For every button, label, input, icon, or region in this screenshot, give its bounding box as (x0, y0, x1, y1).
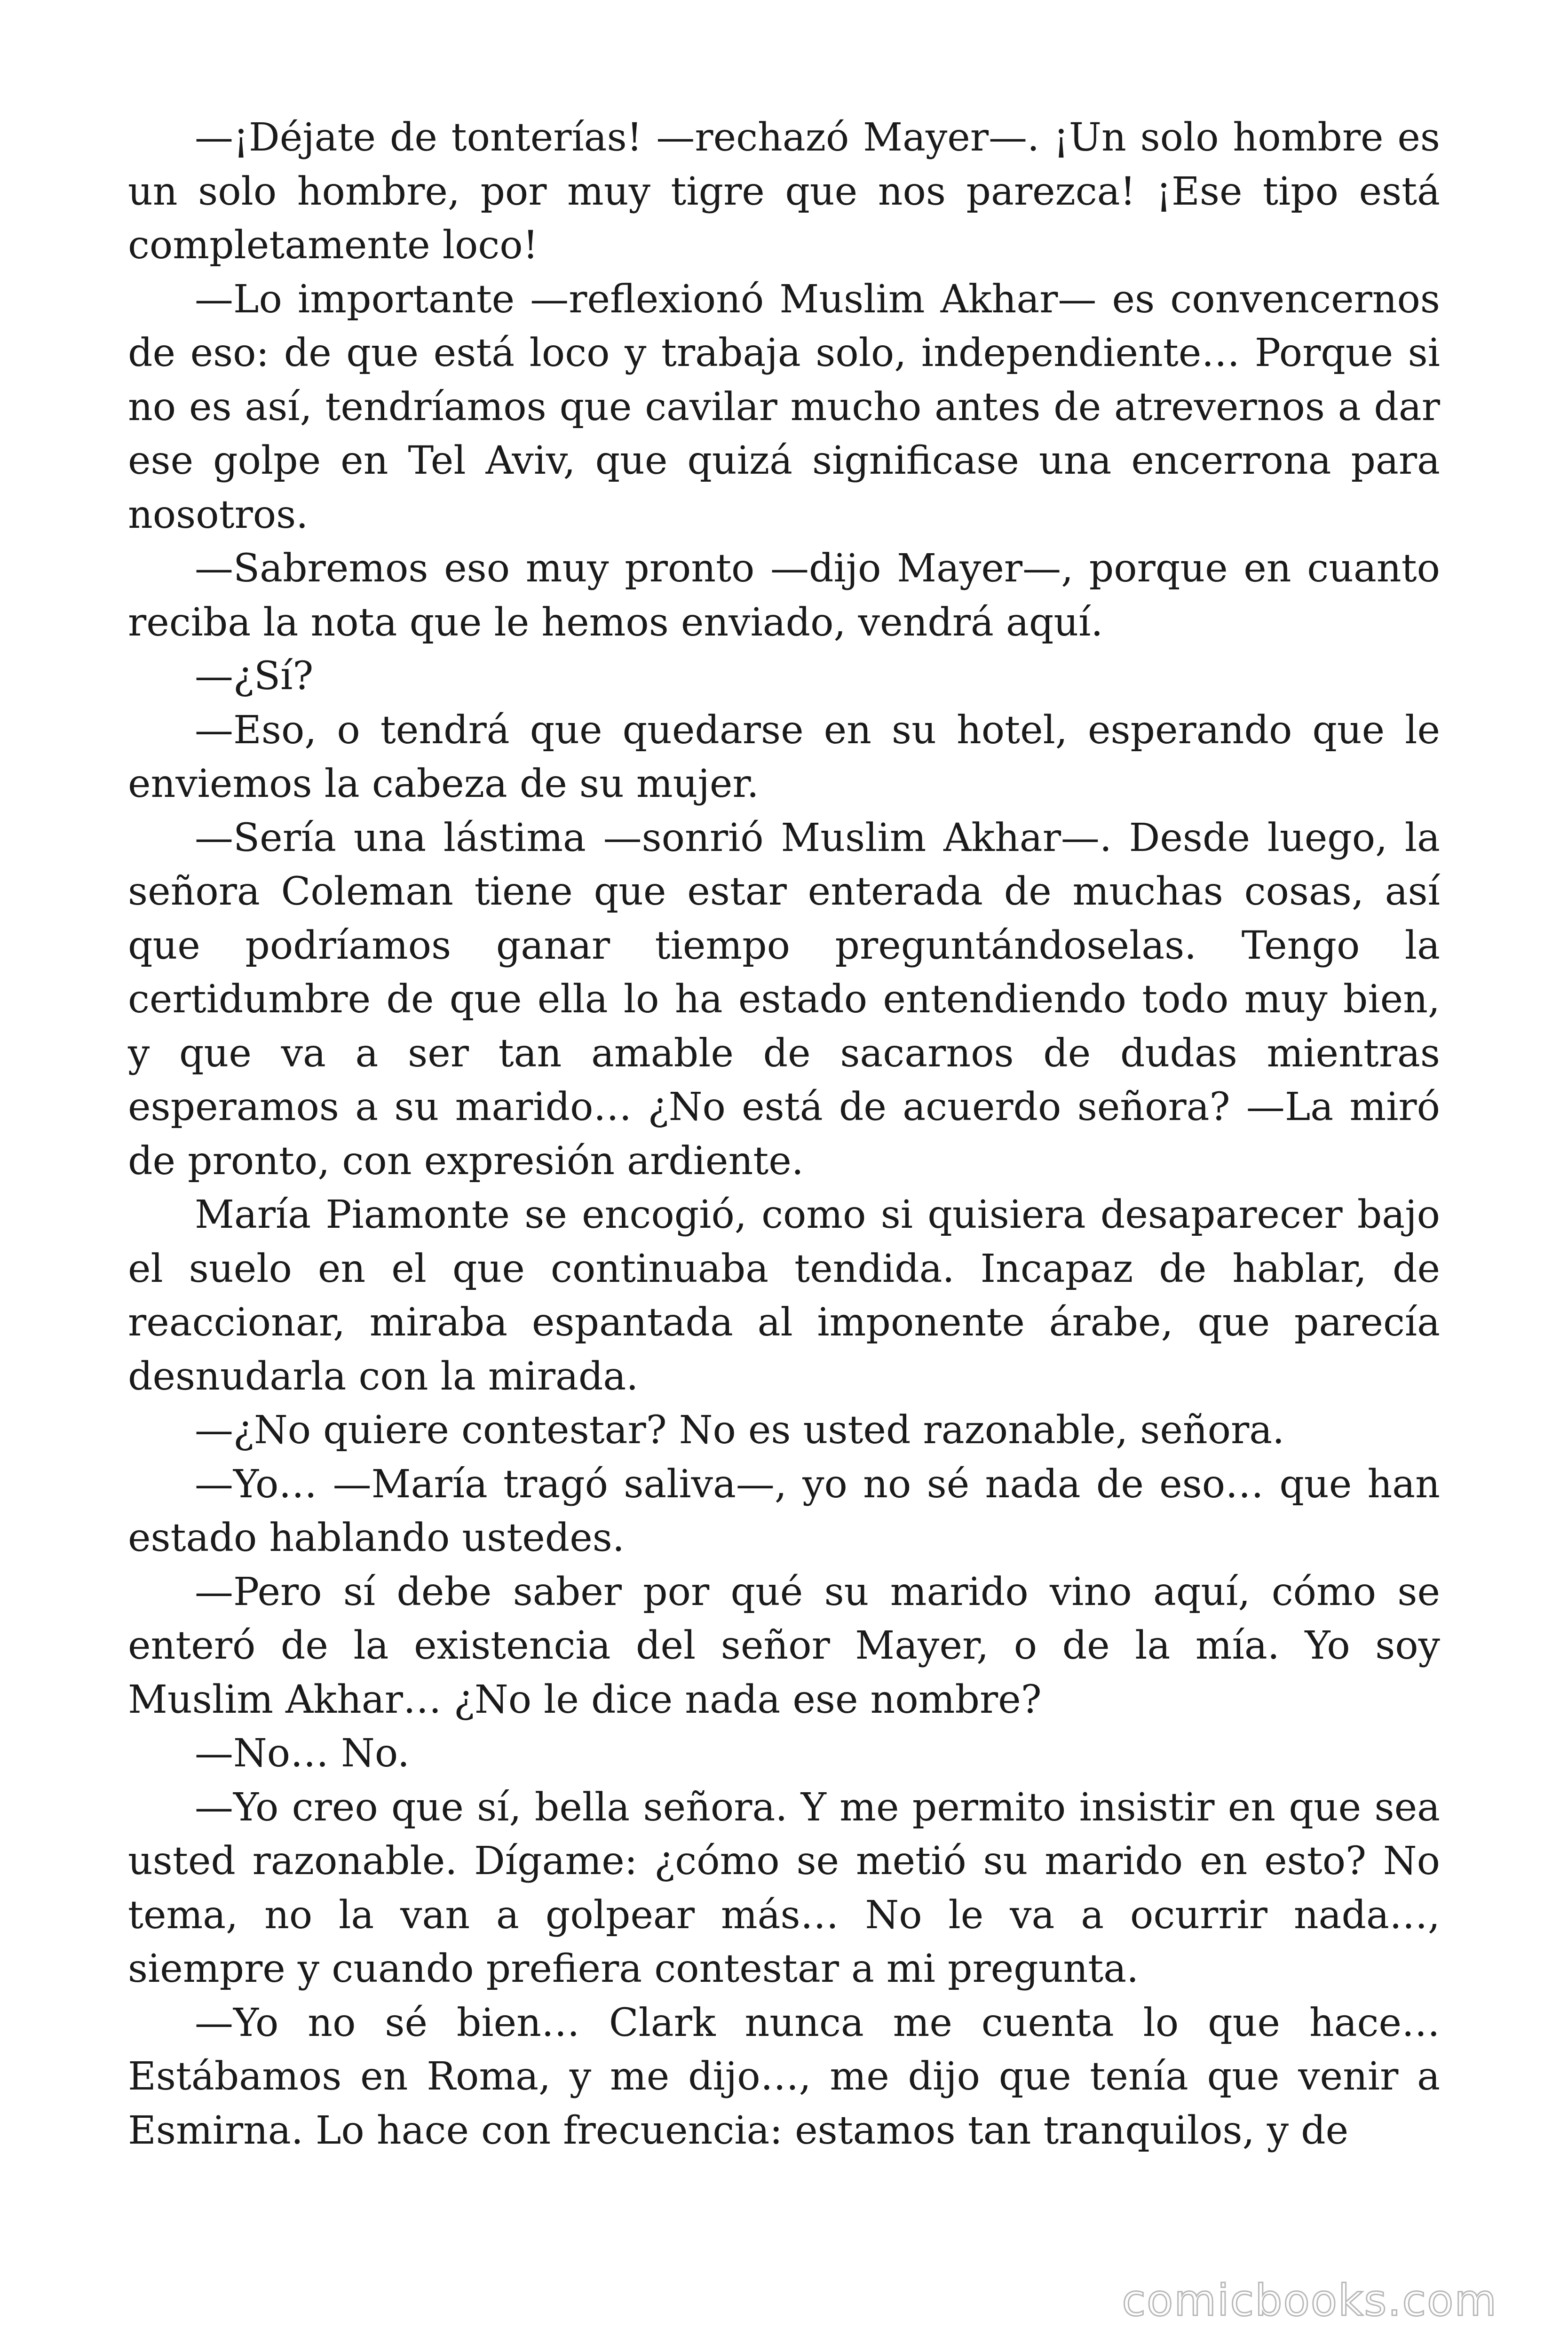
book-page-text (128, 111, 1440, 2158)
paragraph: —Sería una lástima —sonrió Muslim Akhar—. Desde luego, la señora Coleman tiene que estar enterada de muchas cosas, así que podríamos ganar tiempo preguntándoselas. Tengo la certidumbre de que ella lo ha estado entendiendo todo muy bien, y que va a ser tan amable de sacarnos de dudas mientras esperamos a su marido… ¿No está de acuerdo señora? —La miró de pronto, con expresión ardiente. (128, 815, 1440, 1184)
paragraph: —Sabremos eso muy pronto —dijo Mayer—, porque en cuanto reciba la nota que le hemos enviado, vendrá aquí. (128, 546, 1440, 645)
paragraph: —Yo… —María tragó saliva—, yo no sé nada de eso… que han estado hablando ustedes. (128, 1462, 1440, 1560)
paragraph: —Lo importante —reflexionó Muslim Akhar— es convencernos de eso: de que está loco y trabaja solo, independiente… Porque si no es así, tendríamos que cavilar mucho antes de atrevernos a dar ese golpe en Tel Aviv, que quizá significase una encerrona para nosotros. (128, 277, 1440, 537)
paragraph: —¡Déjate de tonterías! —rechazó Mayer—. ¡Un solo hombre es un solo hombre, por muy tigre que nos parezca! ¡Ese tipo está completamente loco! (128, 115, 1440, 268)
paragraph: —Pero sí debe saber por qué su marido vino aquí, cómo se enteró de la existencia del señor Mayer, o de la mía. Yo soy Muslim Akhar… ¿No le dice nada ese nombre? (128, 1569, 1440, 1722)
paragraph: —¿No quiere contestar? No es usted razonable, señora. (195, 1408, 1285, 1453)
paragraph: —Yo creo que sí, bella señora. Y me permito insistir en que sea usted razonable. Dígame: ¿cómo se metió su marido en esto? No tema, no la van a golpear más… No le va a ocurrir nada…, siempre y cuando prefiera contestar a mi pregunta. (128, 1785, 1440, 1991)
paragraph: —Eso, o tendrá que quedarse en su hotel, esperando que le enviemos la cabeza de su mujer. (128, 707, 1440, 806)
paragraph: María Piamonte se encogió, como si quisiera desaparecer bajo el suelo en el que continuaba tendida. Incapaz de hablar, de reaccionar, miraba espantada al imponente árabe, que parecía desnudarla con la mirada. (128, 1192, 1440, 1399)
watermark: comicbooks.com (1122, 2275, 1497, 2326)
paragraph: —No… No. (195, 1731, 410, 1776)
paragraph: —Yo no sé bien… Clark nunca me cuenta lo que hace… Estábamos en Roma, y me dijo…, me dijo que tenía que venir a Esmirna. Lo hace con frecuencia: estamos tan tranquilos, y de (128, 2000, 1440, 2153)
paragraph: —¿Sí? (195, 654, 314, 699)
